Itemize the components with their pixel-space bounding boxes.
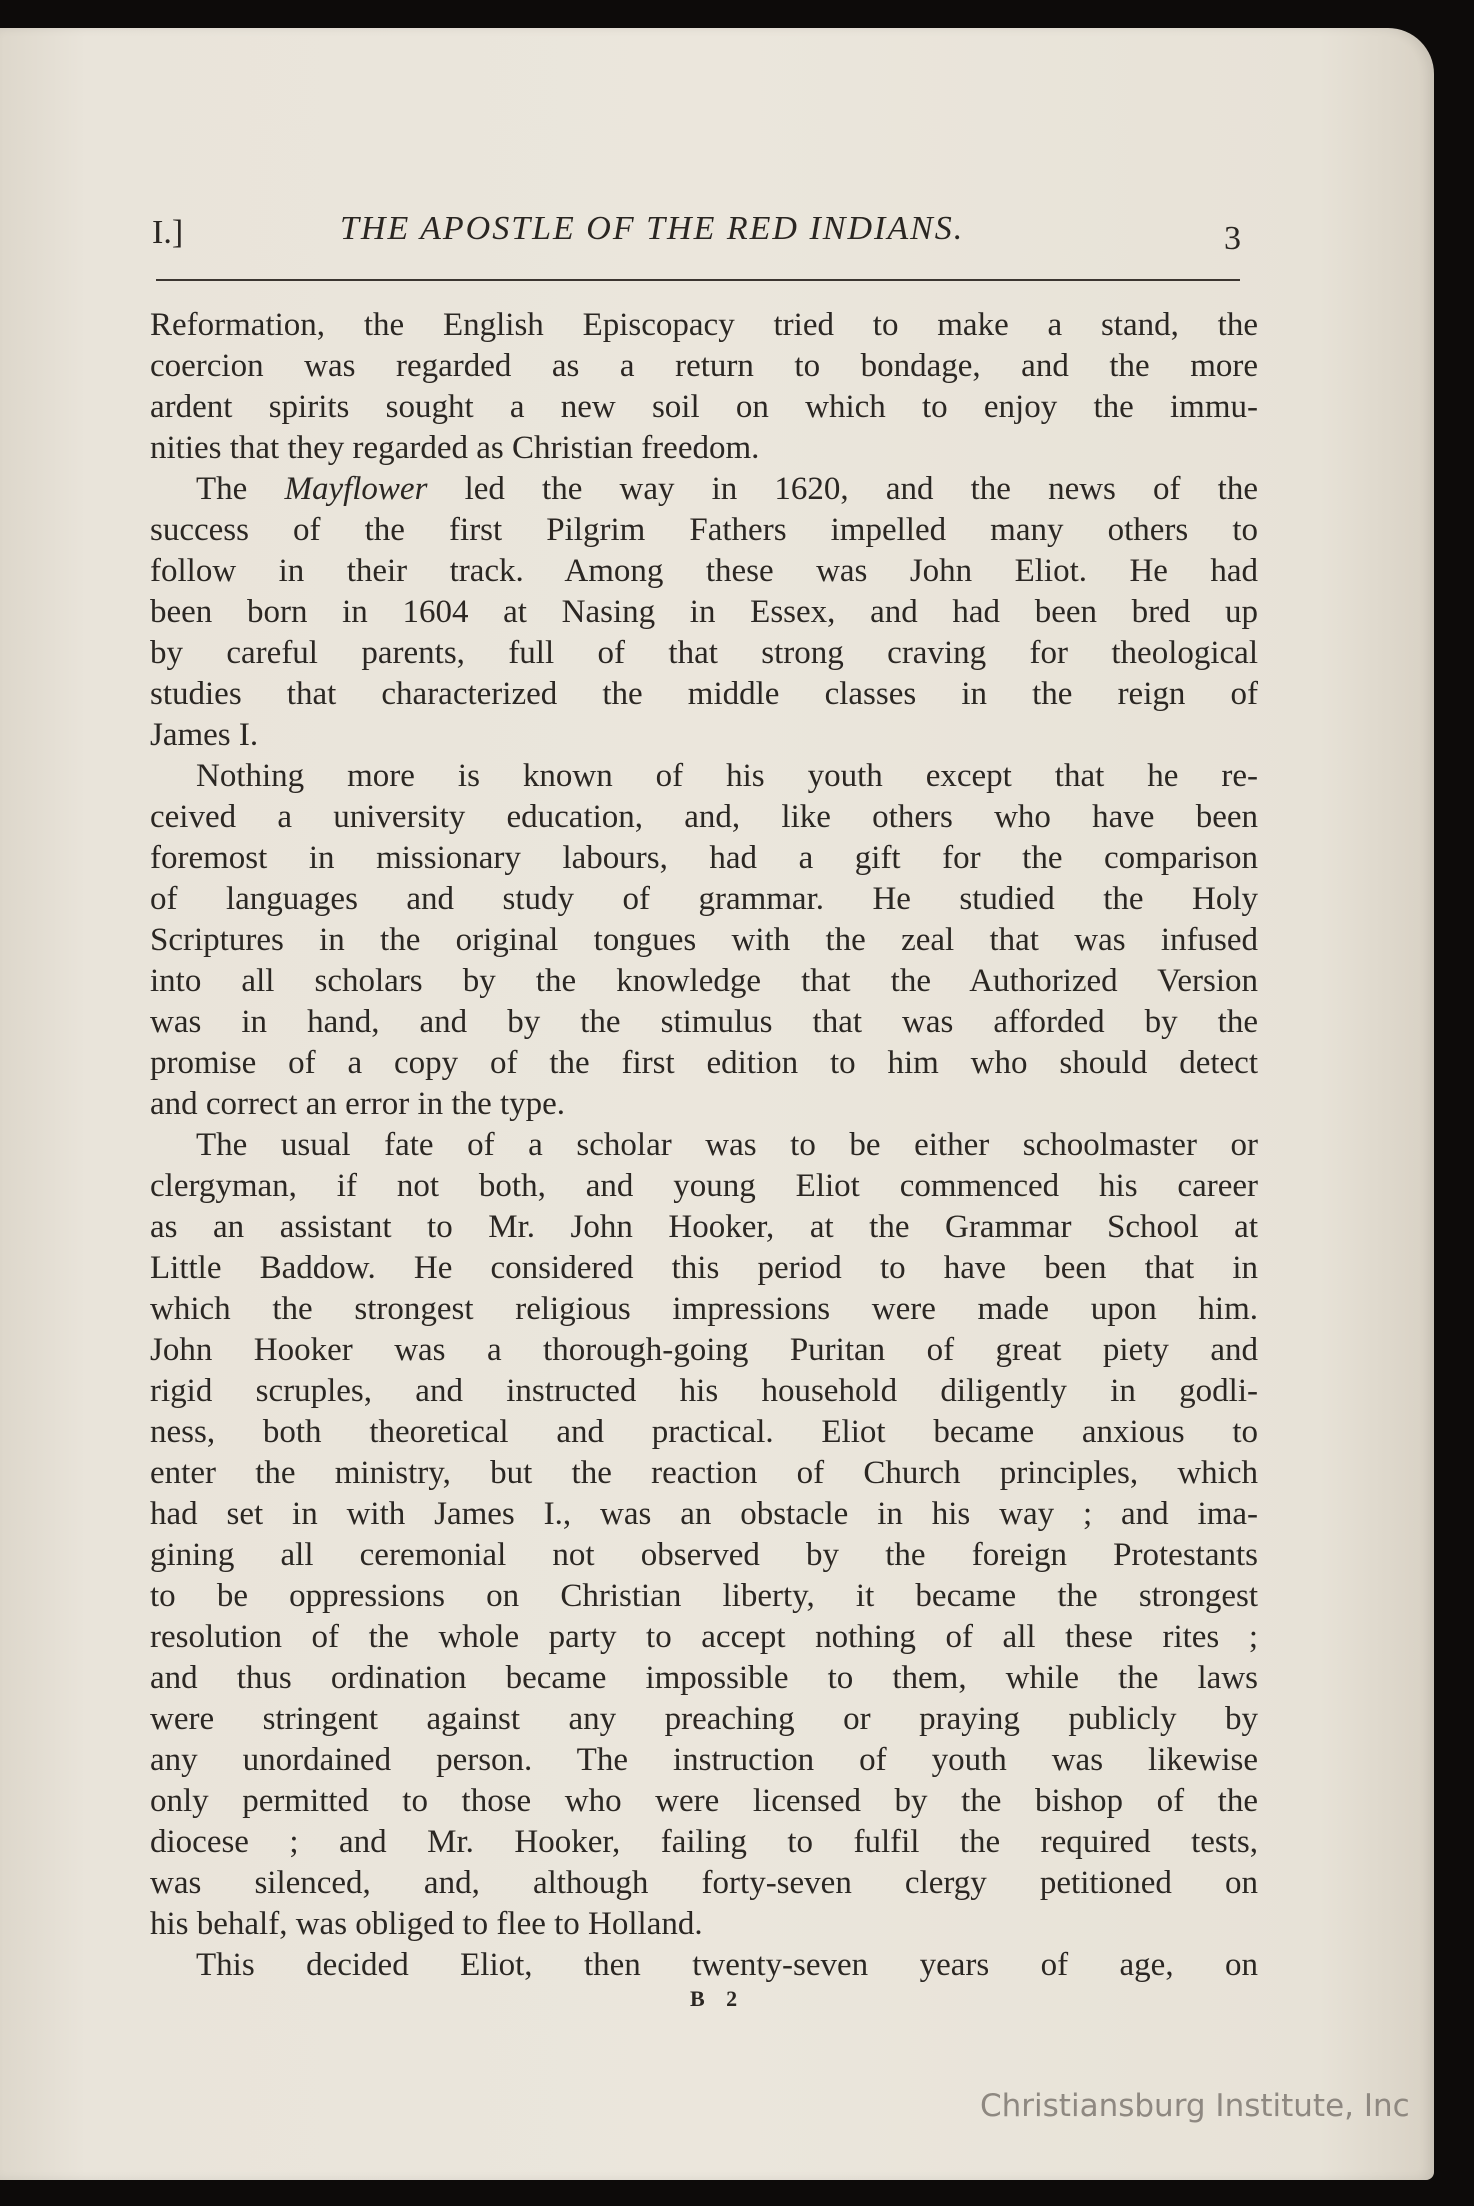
text-line: promise of a copy of the first edition to him who should detect (150, 1045, 1258, 1081)
text-line: Scriptures in the original tongues with the zeal that was infused (150, 922, 1258, 958)
text-line: was in hand, and by the stimulus that was afforded by the (150, 1004, 1258, 1040)
text-line: clergyman, if not both, and young Eliot commenced his career (150, 1168, 1258, 1204)
watermark-text: Christiansburg Institute, Inc (980, 2088, 1410, 2124)
text-line: Nothing more is known of his youth except that he re- (196, 758, 1258, 794)
text-line: into all scholars by the knowledge that the Authorized Version (150, 963, 1258, 999)
text-line: of languages and study of grammar. He studied the Holy (150, 881, 1258, 917)
text-line: studies that characterized the middle classes in the reign of (150, 676, 1258, 712)
book-page (0, 28, 1434, 2180)
text-line: his behalf, was obliged to flee to Holland. (150, 1906, 703, 1942)
running-head (152, 186, 1244, 257)
text-line: coercion was regarded as a return to bondage, and the more (150, 348, 1258, 384)
header-rule (156, 279, 1240, 281)
text-line: John Hooker was a thorough-going Puritan of great piety and (150, 1332, 1258, 1368)
text-line: and thus ordination became impossible to them, while the laws (150, 1660, 1258, 1696)
running-title: THE APOSTLE OF THE RED INDIANS. (340, 210, 965, 247)
text-line: any unordained person. The instruction of youth was likewise (150, 1742, 1258, 1778)
text-line: by careful parents, full of that strong craving for theological (150, 635, 1258, 671)
text-line: rigid scruples, and instructed his household diligently in godli- (150, 1373, 1258, 1409)
text-line: The usual fate of a scholar was to be either schoolmaster or (196, 1127, 1258, 1163)
text-line: ness, both theoretical and practical. Eliot became anxious to (150, 1414, 1258, 1450)
text-line: resolution of the whole party to accept nothing of all these rites ; (150, 1619, 1258, 1655)
page-number: 3 (1224, 220, 1241, 257)
signature-mark: B 2 (690, 1986, 746, 2011)
text-line: enter the ministry, but the reaction of Church principles, which (150, 1455, 1258, 1491)
text-line: ceived a university education, and, like others who have been (150, 799, 1258, 835)
text-line: been born in 1604 at Nasing in Essex, and had been bred up (150, 594, 1258, 630)
ship-name: Mayflower (284, 471, 428, 507)
text-line: foremost in missionary labours, had a gift for the comparison (150, 840, 1258, 876)
text-line: The Mayflower led the way in 1620, and the news of the (196, 471, 1258, 507)
text-line: Reformation, the English Episcopacy tried to make a stand, the (150, 307, 1258, 343)
text-line: which the strongest religious impressions were made upon him. (150, 1291, 1258, 1327)
text-line: was silenced, and, although forty-seven clergy petitioned on (150, 1865, 1258, 1901)
text-line: nities that they regarded as Christian freedom. (150, 430, 760, 466)
text-line: had set in with James I., was an obstacle in his way ; and ima- (150, 1496, 1258, 1532)
chapter-marker: I.] (152, 214, 184, 251)
text-line: This decided Eliot, then twenty-seven years of age, on (196, 1947, 1258, 1983)
text-line: were stringent against any preaching or praying publicly by (150, 1701, 1258, 1737)
text-line: only permitted to those who were licensed by the bishop of the (150, 1783, 1258, 1819)
text-line: success of the first Pilgrim Fathers impelled many others to (150, 512, 1258, 548)
text-line: to be oppressions on Christian liberty, it became the strongest (150, 1578, 1258, 1614)
text-line: diocese ; and Mr. Hooker, failing to fulfil the required tests, (150, 1824, 1258, 1860)
text-line: as an assistant to Mr. John Hooker, at the Grammar School at (150, 1209, 1258, 1245)
text-line: James I. (150, 717, 259, 753)
text-line: Little Baddow. He considered this period to have been that in (150, 1250, 1258, 1286)
text-line: ardent spirits sought a new soil on which to enjoy the immu- (150, 389, 1258, 425)
text-line: and correct an error in the type. (150, 1086, 566, 1122)
text-line: follow in their track. Among these was John Eliot. He had (150, 553, 1258, 589)
body-text (150, 305, 1258, 1986)
text-line: gining all ceremonial not observed by the foreign Protestants (150, 1537, 1258, 1573)
